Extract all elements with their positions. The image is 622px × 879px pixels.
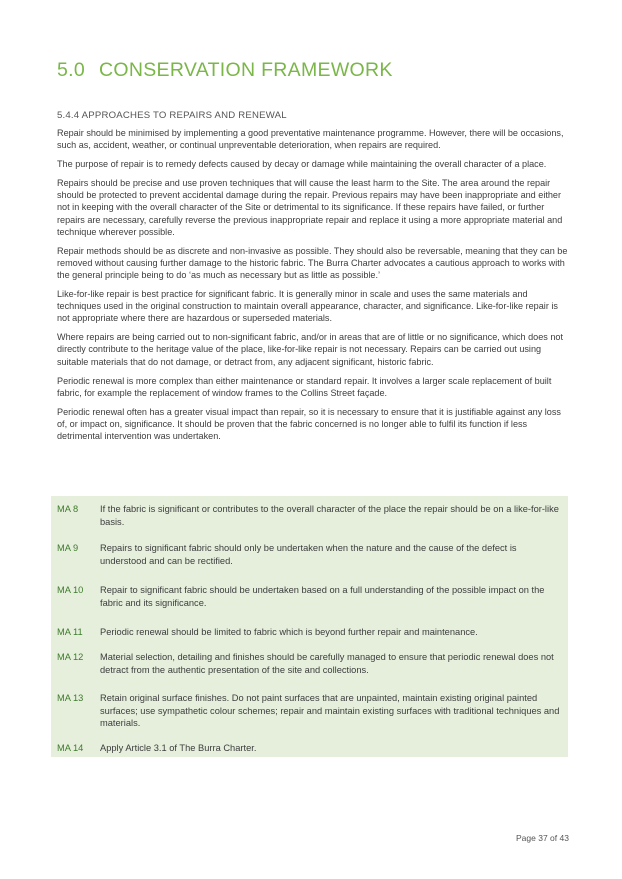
action-row [51, 623, 568, 648]
section-title: CONSERVATION FRAMEWORK [99, 59, 393, 81]
action-row [51, 648, 568, 688]
paragraph: The purpose of repair is to remedy defects caused by decay or damage while maintaining the overall character of a place. [57, 159, 547, 170]
paragraph: Repair methods should be as discrete and non-invasive as possible. They should also be reversable, meaning that they can be removed without causing further damage to the historic fabric. The Burra Charter advocates a cautious approach to works with the general principle being to do ‘as much as necessary but as little as possible.’ [57, 245, 568, 280]
page-number: Page 37 of 43 [516, 833, 569, 843]
action-code: MA 9 [57, 543, 79, 553]
paragraph: Where repairs are being carried out to non-significant fabric, and/or in areas that are of little or no significance, which does not directly contribute to the heritage value of the place, like-for-like repair is not necessary. Repairs can be carried out using suitable materials that do not damage, or detract from, any adjacent significant, historic fabric. [57, 332, 563, 367]
paragraph: Periodic renewal is more complex than either maintenance or standard repair. It involves a larger scale replacement of built fabric, for example the replacement of window frames to the Collins Street façade. [57, 375, 552, 398]
action-row [51, 740, 568, 757]
section-number: 5.0 [57, 59, 86, 81]
paragraph: Repair should be minimised by implementing a good preventative maintenance programme. However, there will be occasions, such as, accident, weather, or continual unpreventable deterioration, when repairs are required. [57, 128, 564, 151]
paragraph: Periodic renewal often has a greater visual impact than repair, so it is necessary to ensure that it is justifiable against any loss of, or impact on, significance. It should be proven that the fabric concerned is no longer able to fulfil its function if less detrimental intervention was undertaken. [57, 406, 561, 441]
action-text: Repair to significant fabric should be undertaken based on a full understanding of the possible impact on the fabric and its significance. [100, 585, 545, 608]
action-text: Periodic renewal should be limited to fabric which is beyond further repair and maintenance. [100, 627, 478, 637]
action-text: Repairs to significant fabric should only be undertaken when the nature and the cause of the defect is understood and can be rectified. [100, 543, 517, 566]
action-row [51, 581, 568, 623]
action-code: MA 13 [57, 693, 84, 703]
body-text [57, 127, 568, 449]
paragraph: Repairs should be precise and use proven techniques that will cause the least harm to the Site. The area around the repair should be protected to prevent accidental damage during the repair. Previous repairs may have been inappropriate and either not in keeping with the overall character of the Site or detrimental to its significance. If these repairs have failed, or further repairs are necessary, carefully reverse the previous inappropriate repair and replace it using a more appropriate material and technique wherever possible. [57, 178, 563, 237]
action-text: Apply Article 3.1 of The Burra Charter. [100, 743, 257, 753]
action-code: MA 12 [57, 652, 84, 662]
section-heading [57, 59, 393, 82]
management-actions-table [51, 496, 568, 757]
subsection-heading: 5.4.4 APPROACHES TO REPAIRS AND RENEWAL [57, 110, 287, 121]
action-code: MA 10 [57, 585, 84, 595]
action-code: MA 11 [57, 627, 83, 637]
action-code: MA 8 [57, 504, 79, 514]
action-text: If the fabric is significant or contributes to the overall character of the place the repair should be on a like-for-like basis. [100, 504, 559, 527]
action-text: Retain original surface finishes. Do not paint surfaces that are unpainted, maintain existing original painted surfaces; use sympathetic colour schemes; repair and maintain existing surfaces with traditional techniques and materials. [100, 693, 560, 728]
paragraph: Like-for-like repair is best practice for significant fabric. It is generally minor in scale and uses the same materials and techniques used in the original construction to maintain overall appearance, character, and significance. Like-for-like repair is not appropriate where there are hazardous or superseded materials. [57, 289, 558, 324]
action-row [51, 496, 568, 540]
action-row [51, 540, 568, 581]
action-row [51, 688, 568, 740]
action-text: Material selection, detailing and finishes should be carefully managed to ensure that periodic renewal does not detract from the authentic presentation of the site and collections. [100, 652, 554, 675]
action-code: MA 14 [57, 743, 84, 753]
